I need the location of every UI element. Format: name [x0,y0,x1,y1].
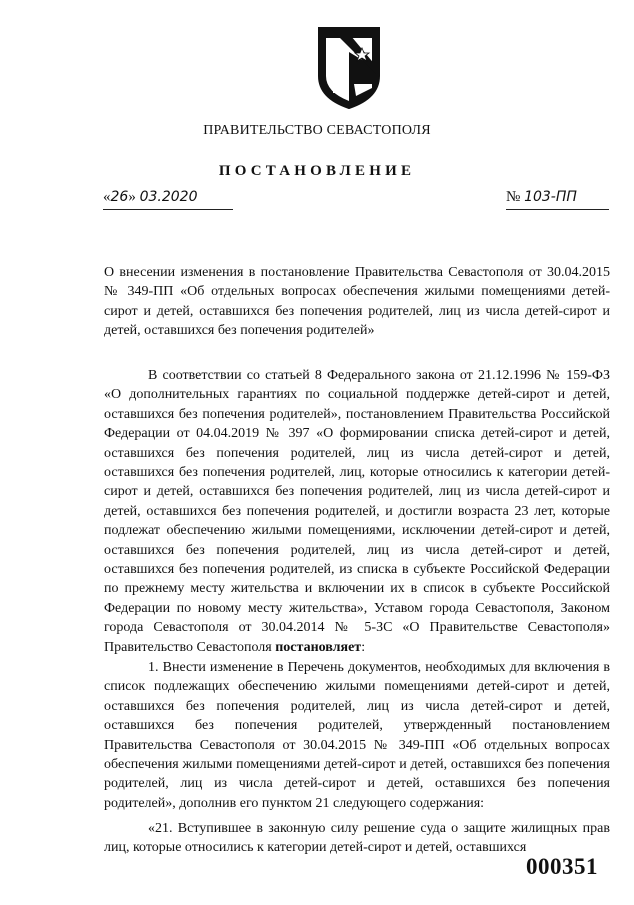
date-close-quote: » [128,189,136,205]
date-day: 26 [110,189,129,205]
preamble-paragraph [104,366,610,657]
preamble-emphasis: постановляет [275,639,362,655]
number-value: 103-ПП [524,189,577,205]
preamble-end: : [361,639,366,655]
document-number [506,189,609,210]
date-month-year: 03.2020 [139,189,198,205]
quoted-item-21: «21. Вступившее в законную силу решение суда о защите жилищных прав лиц, которые относились к категории детей-сирот и детей, оставшихся [104,821,610,856]
sevastopol-emblem [316,26,382,110]
government-name: ПРАВИТЕЛЬСТВО СЕВАСТОПОЛЯ [203,123,431,138]
serial-number: 000351 [526,854,598,879]
document-date [103,189,233,210]
number-prefix: № [506,189,521,205]
item-1-paragraph: 1. Внести изменение в Перечень документов, необходимых для включения в список подлежащих обеспечению жилыми помещениями детей-сирот и детей, оставшихся без попечения родителей, лиц из числа детей-сирот и детей, оставшихся без попечения родителей, утвержденный постановлением Правительства Севастополя от 30.04.2015 № 349-ПП «Об отдельных вопросах обеспечения жилыми помещениями детей-сирот и детей, оставшихся без попечения родителей, лиц из числа детей-сирот и детей, оставшихся без попечения родителей», дополнив его пунктом 21 следующего содержания: [104,660,610,811]
document-type-title: ПОСТАНОВЛЕНИЕ [218,163,416,179]
preamble-text: В соответствии со статьей 8 Федерального закона от 21.12.1996 № 159-ФЗ «О дополнительных гарантиях по социальной поддержке детей-сирот и детей, оставшихся без попечения родителей», постановлением Правительства Российской Федерации от 04.04.2019 № 397 «О формировании списка детей-сирот и детей, оставшихся без попечения родителей, лиц из числа детей-сирот и детей, оставшихся без попечения родителей, лиц, которые относились к категории детей-сирот и детей, оставшихся без попечения родителей, лиц из числа детей-сирот и детей, оставшихся без попечения родителей, и достигли возраста 23 лет, которые подлежат обеспечению жилыми помещениями, исключении детей-сирот и детей, оставшихся без попечения родителей, лиц из числа детей-сирот и детей, оставшихся без попечения родителей, из списка в субъекте Российской Федерации по прежнему месту жительства и включении их в список в субъекте Российской Федерации по новому месту жительства», Уставом города Севастополя, Законом города Севастополя от 30.04.2014 № 5-ЗС «О Правительстве Севастополя» Правительство Севастополя [104,368,610,655]
date-open-quote: « [103,189,111,205]
decree-subject: О внесении изменения в постановление Правительства Севастополя от 30.04.2015 № 349-ПП «Об отдельных вопросах обеспечения жилыми помещениями детей-сирот и детей, оставшихся без попечения родителей, лиц из числа детей-сирот и детей, оставшихся без попечения родителей» [104,265,610,339]
